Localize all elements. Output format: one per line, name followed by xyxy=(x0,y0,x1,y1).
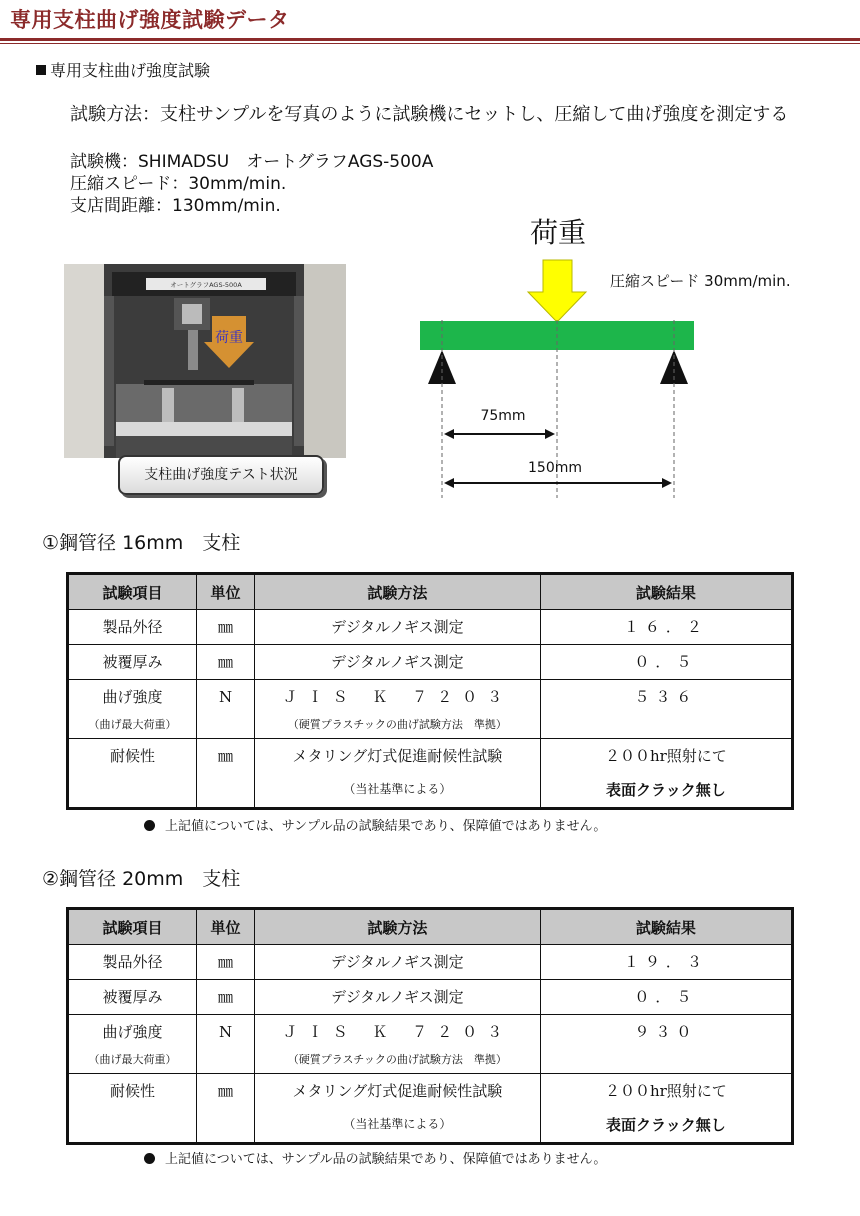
cell-result: ２００hr照射にて 表面クラック無し xyxy=(540,739,792,809)
cell-result: １６．２ xyxy=(540,610,792,645)
cell-method: デジタルノギス測定 xyxy=(254,645,540,680)
cell-result: ２００hr照射にて 表面クラック無し xyxy=(540,1074,792,1144)
cell-unit: ㎜ xyxy=(197,610,255,645)
results-table-20mm xyxy=(66,907,794,1145)
cell-method: メタリング灯式促進耐候性試験 （当社基準による） xyxy=(254,739,540,809)
header-result: 試験結果 xyxy=(540,909,792,945)
cell-method: デジタルノギス測定 xyxy=(254,945,540,980)
table-row xyxy=(68,610,793,645)
cell-item: 被覆厚み xyxy=(68,980,197,1015)
cell-unit: ㎜ xyxy=(197,945,255,980)
bullet-dot-icon xyxy=(144,820,155,831)
cell-unit: ㎜ xyxy=(197,980,255,1015)
table-row xyxy=(68,1015,793,1074)
cell-item: 製品外径 xyxy=(68,945,197,980)
test-diagram xyxy=(400,208,820,512)
test-machine-illustration xyxy=(64,264,346,458)
cell-unit: N xyxy=(197,680,255,739)
cell-item: 製品外径 xyxy=(68,610,197,645)
note-text: 上記値については、サンプル品の試験結果であり、保障値ではありません。 xyxy=(165,819,607,834)
cell-item: 耐候性 xyxy=(68,1074,197,1144)
cell-result: １９．３ xyxy=(540,945,792,980)
table-row xyxy=(68,645,793,680)
photo-caption: 支柱曲げ強度テスト状況 xyxy=(118,455,324,495)
spec-machine: 試験機：SHIMADSU オートグラフAGS-500A xyxy=(70,152,434,172)
table-row xyxy=(68,1074,793,1144)
arrow-right-icon xyxy=(545,429,555,439)
cell-unit: ㎜ xyxy=(197,739,255,809)
header-unit: 単位 xyxy=(197,909,255,945)
cell-method: メタリング灯式促進耐候性試験 （当社基準による） xyxy=(254,1074,540,1144)
cell-result: ５３６ xyxy=(540,680,792,739)
table1-note xyxy=(144,815,606,834)
test-method-text: 試験方法：支柱サンプルを写真のように試験機にセットし、圧縮して曲げ強度を測定する xyxy=(70,104,789,125)
section-heading-text: 専用支柱曲げ強度試験 xyxy=(50,61,211,80)
spec-speed: 圧縮スピード：30mm/min. xyxy=(70,174,287,194)
dimension-full-label: 150mm xyxy=(528,460,582,476)
cell-item: 耐候性 xyxy=(68,739,197,809)
bend-test-diagram xyxy=(400,208,820,508)
cell-unit: N xyxy=(197,1015,255,1074)
arrow-left-icon xyxy=(444,478,454,488)
bullet-dot-icon xyxy=(144,1153,155,1164)
table1-title: ①鋼管径 16mm 支柱 xyxy=(42,532,241,554)
cell-method: デジタルノギス測定 xyxy=(254,610,540,645)
section-heading xyxy=(36,58,210,81)
arrow-left-icon xyxy=(444,429,454,439)
results-table-16mm xyxy=(66,572,794,810)
cell-method: デジタルノギス測定 xyxy=(254,980,540,1015)
header-method: 試験方法 xyxy=(254,574,540,610)
table-row xyxy=(68,739,793,809)
photo-load-label: 荷重 xyxy=(215,330,243,346)
title-rule xyxy=(0,38,860,41)
table2-title: ②鋼管径 20mm 支柱 xyxy=(42,868,241,890)
diagram-load-label: 荷重 xyxy=(529,216,587,249)
title-rule-thin xyxy=(0,43,860,44)
header-result: 試験結果 xyxy=(540,574,792,610)
load-arrow-icon xyxy=(528,260,586,322)
cell-result: ０．５ xyxy=(540,980,792,1015)
note-text: 上記値については、サンプル品の試験結果であり、保障値ではありません。 xyxy=(165,1152,607,1167)
cell-result: ０．５ xyxy=(540,645,792,680)
cell-item: 被覆厚み xyxy=(68,645,197,680)
square-bullet-icon xyxy=(36,65,46,75)
cell-result: ９３０ xyxy=(540,1015,792,1074)
table-header-row xyxy=(68,909,793,945)
arrow-right-icon xyxy=(662,478,672,488)
machine-plate-text: オートグラフAGS-500A xyxy=(170,281,242,289)
header-unit: 単位 xyxy=(197,574,255,610)
header-item: 試験項目 xyxy=(68,909,197,945)
cell-item: 曲げ強度 （曲げ最大荷重） xyxy=(68,680,197,739)
page-title: 専用支柱曲げ強度試験データ xyxy=(10,8,290,32)
table-row xyxy=(68,680,793,739)
header-item: 試験項目 xyxy=(68,574,197,610)
table-header-row xyxy=(68,574,793,610)
header-method: 試験方法 xyxy=(254,909,540,945)
dimension-half-label: 75mm xyxy=(480,408,526,424)
cell-unit: ㎜ xyxy=(197,1074,255,1144)
cell-method: ＪＩＳ Ｋ ７２０３ （硬質プラスチックの曲げ試験方法 準拠） xyxy=(254,680,540,739)
table-row xyxy=(68,980,793,1015)
table2-note xyxy=(144,1148,606,1167)
cell-method: ＪＩＳ Ｋ ７２０３ （硬質プラスチックの曲げ試験方法 準拠） xyxy=(254,1015,540,1074)
diagram-speed-label: 圧縮スピード 30mm/min. xyxy=(610,272,791,290)
table-row xyxy=(68,945,793,980)
test-machine-photo xyxy=(64,264,346,458)
cell-unit: ㎜ xyxy=(197,645,255,680)
cell-item: 曲げ強度 （曲げ最大荷重） xyxy=(68,1015,197,1074)
spec-span: 支店間距離：130mm/min. xyxy=(70,196,281,216)
